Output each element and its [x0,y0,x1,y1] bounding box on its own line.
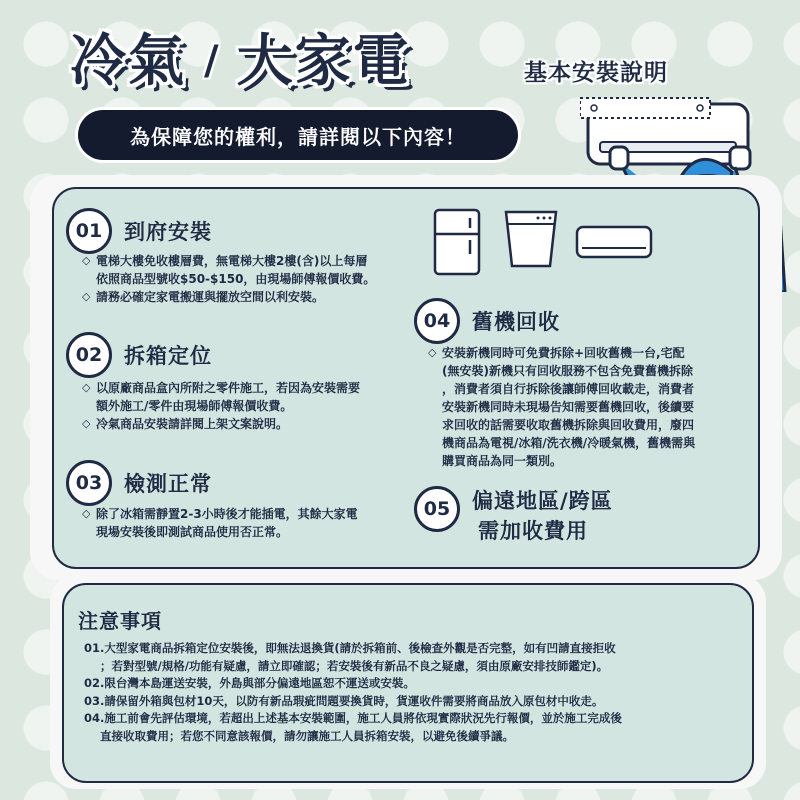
note-item: 01.大型家電商品拆箱定位安裝後，即無法退換貨(請於拆箱前、後檢查外觀是否完整，如有凹請直接拒收 ；若對型號/規格/功能有疑慮，請立即確認；若安裝後有新品不良之疑慮，須由原廠安排技師鑑定)。 [84,641,616,673]
note-item: 04.施工前會先評估環境，若超出上述基本安裝範圍，施工人員將依現實際狀況先行報價，並於施工完成後 直接收取費用；若您不同意該報價，請勿讓施工人員拆箱安裝，以避免後續爭議。 [84,711,622,743]
diamond-bullet-icon: ◇ [82,290,91,303]
section-04-heading [414,298,560,344]
section-number: 03 [66,460,112,506]
section-05-heading [414,486,613,546]
notice-banner: 為保障您的權利，請詳閱以下內容！ [78,110,518,160]
diamond-bullet-icon: ◇ [82,254,91,267]
section-title: 舊機回收 [472,310,560,334]
notes-title: 注意事項 [78,609,162,633]
diamond-bullet-icon: ◇ [82,507,91,520]
air-conditioner-icon [574,224,654,264]
section-01-heading [66,208,212,254]
list-item: ◇ 以原廠商品盒內所附之零件施工，若因為安裝需要 額外施工/零件由現場師傅報價收費。 [82,381,361,413]
section-title: 偏遠地區/跨區 需加收費用 [472,489,613,543]
note-item: 03.請保留外箱與包材10天，以防有新品瑕疵問題要換貨時，貨運收件需要將商品放入原包材中收走。 [84,693,604,708]
section-02-heading [66,332,212,378]
washing-machine-icon [498,208,564,270]
section-number: 04 [414,298,460,344]
section-number: 02 [66,332,112,378]
section-title: 到府安裝 [124,220,212,244]
page-subtitle: 基本安裝說明 [524,60,668,86]
refrigerator-icon [432,208,482,278]
section-03-bullets [82,505,358,541]
section-04-bullets [428,344,695,470]
section-number: 01 [66,208,112,254]
list-item: ◇ 冷氣商品安裝請詳閱上架文案說明。 [82,417,289,431]
section-title: 拆箱定位 [124,344,212,368]
note-item: 02.限台灣本島運送安裝，外島與部分偏遠地區恕不運送或安裝。 [84,676,415,690]
list-item: ◇ 安裝新機同時可免費拆除+回收舊機一台,宅配 (無安裝)新機只有回收服務不包含免費舊機拆除 ，消費者須自行拆除後讓師傅回收載走，消費者 安裝新機同時未現場告知需要舊機回收，後續要 求回收的話需要收取舊機拆除與回收費用，廢四 機商品為電視/冰箱/洗衣機/冷暖氣機，舊機需與 購買商品為同一類別。 [428,346,696,468]
list-item: ◇ 除了冰箱需靜置2-3小時後才能插電，其餘大家電 現場安裝後即測試商品使用否正常。 [82,507,358,539]
section-02-bullets [82,379,360,433]
diamond-bullet-icon: ◇ [82,417,91,430]
notes-list [84,640,744,745]
list-item: ◇ 電梯大樓免收樓層費，無電梯大樓2樓(含)以上每層 依照商品型號收$50-$150，由現場師傅報價收費。 [82,254,376,286]
section-03-heading [66,460,212,506]
page-title [70,10,411,94]
title-slash: / [204,38,219,84]
section-01-bullets [82,252,375,306]
list-item: ◇ 請務必確定家電搬運與擺放空間以利安裝。 [82,290,325,304]
section-number: 05 [414,486,460,532]
diamond-bullet-icon: ◇ [82,381,91,394]
title-appliances: 大家電 [236,29,411,94]
title-aircon: 冷氣 [70,29,186,94]
diamond-bullet-icon: ◇ [428,346,437,359]
section-title: 檢測正常 [124,472,212,496]
